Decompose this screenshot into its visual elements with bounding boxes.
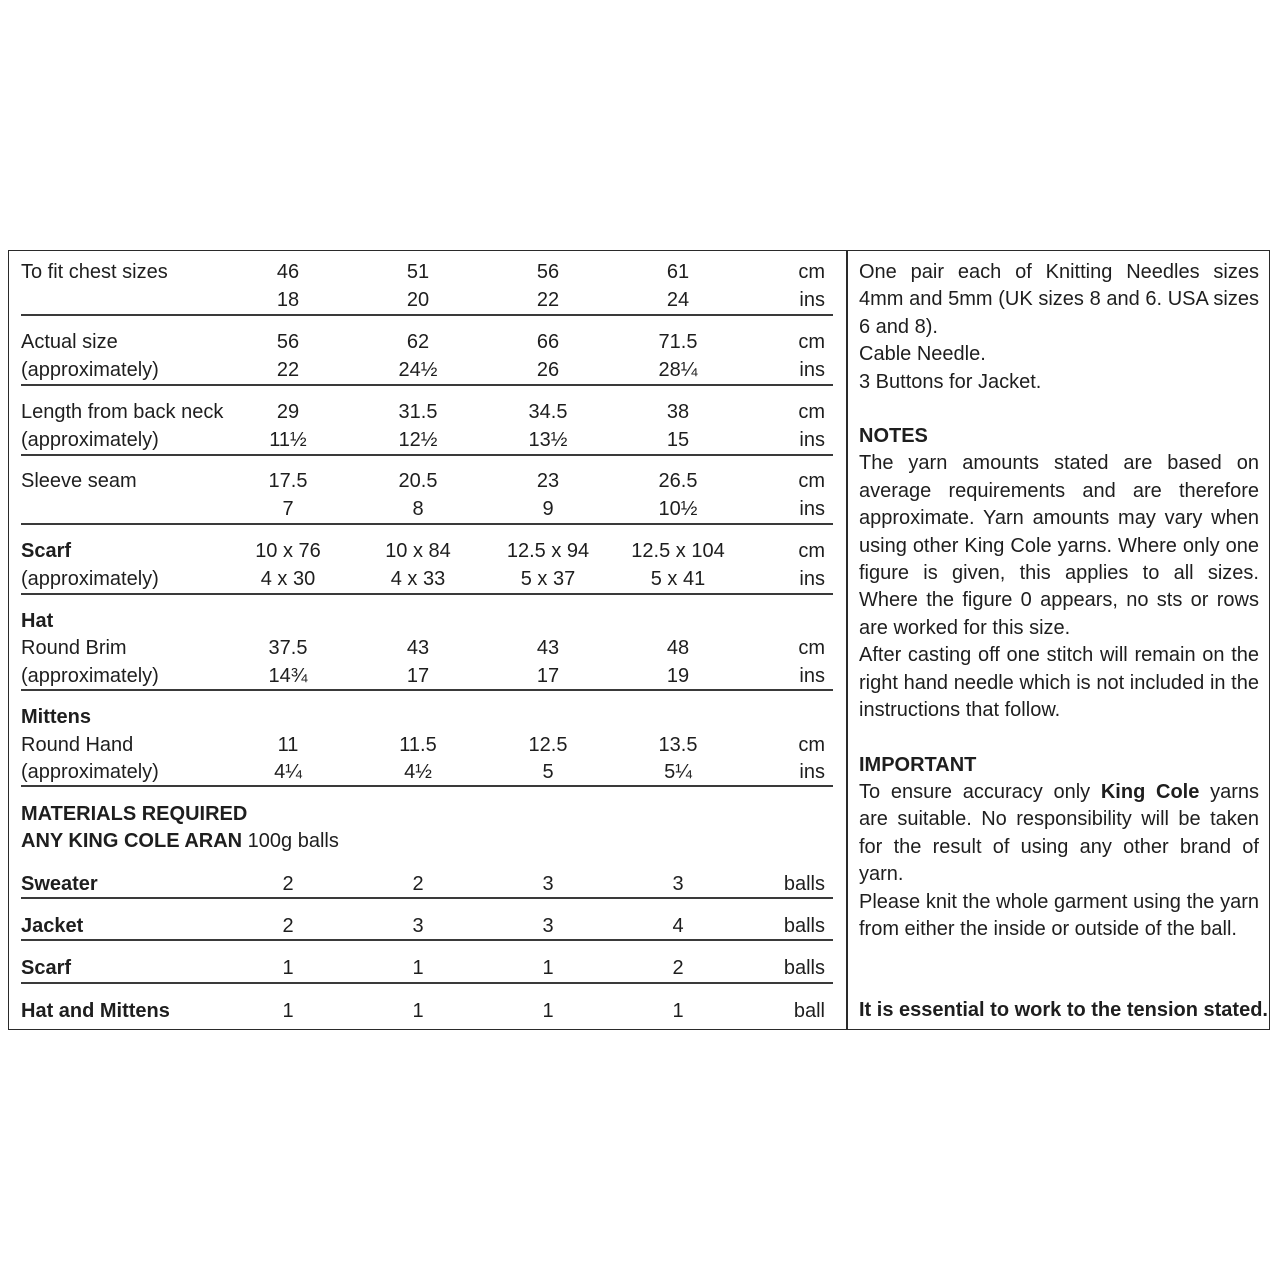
cm-value: 56 xyxy=(536,261,560,283)
row-divider xyxy=(21,384,833,386)
unit-cm: cm xyxy=(798,470,825,492)
ins-value: 24 xyxy=(666,289,690,311)
garment-label: Sweater xyxy=(21,873,98,895)
unit-balls: balls xyxy=(783,957,825,979)
row-divider xyxy=(21,314,833,316)
cm-value: 37.5 xyxy=(268,637,308,659)
cm-value: 26.5 xyxy=(658,470,698,492)
cm-value: 34.5 xyxy=(528,401,568,423)
garment-label: Scarf xyxy=(21,957,72,979)
row-divider xyxy=(21,897,833,899)
cm-value: 43 xyxy=(406,637,430,659)
cm-value: 43 xyxy=(536,637,560,659)
ins-value: 24½ xyxy=(398,359,438,381)
ball-count: 1 xyxy=(412,957,424,979)
cm-value: 61 xyxy=(666,261,690,283)
ball-count: 1 xyxy=(542,957,554,979)
ball-count: 2 xyxy=(412,873,424,895)
column-divider xyxy=(846,250,848,1030)
cm-value: 66 xyxy=(536,331,560,353)
unit-cm: cm xyxy=(798,261,825,283)
cable-needle-text: Cable Needle. xyxy=(859,343,986,366)
row-sublabel: (approximately) xyxy=(21,568,159,590)
ins-value: 17 xyxy=(536,665,560,687)
ins-value: 19 xyxy=(666,665,690,687)
cm-value: 29 xyxy=(276,401,300,423)
notes-heading: NOTES xyxy=(859,425,928,448)
ball-count: 1 xyxy=(282,1000,294,1022)
row-label: Scarf xyxy=(21,540,72,562)
row-label: Round Brim xyxy=(21,637,127,659)
ins-value: 4½ xyxy=(404,761,432,783)
unit-balls: balls xyxy=(783,873,825,895)
ins-value: 4¼ xyxy=(274,761,302,783)
ins-value: 22 xyxy=(536,289,560,311)
mittens-heading: Mittens xyxy=(21,706,91,728)
row-label: Round Hand xyxy=(21,734,134,756)
needles-text: One pair each of Knitting Needles sizes 4mm and 5mm (UK sizes 8 and 6. USA sizes 6 and 8). xyxy=(859,261,1259,338)
ins-value: 17 xyxy=(406,665,430,687)
tension-note: It is essential to work to the tension stated. xyxy=(859,999,1268,1021)
brand-name: King Cole xyxy=(1100,780,1200,803)
ball-count: 1 xyxy=(412,1000,424,1022)
ins-value: 28¼ xyxy=(658,359,698,381)
ins-value: 15 xyxy=(666,429,690,451)
row-divider xyxy=(21,689,833,691)
ball-count: 2 xyxy=(282,873,294,895)
unit-cm: cm xyxy=(798,734,825,756)
unit-ins: ins xyxy=(799,761,825,783)
ball-count: 3 xyxy=(542,915,554,937)
cm-value: 31.5 xyxy=(398,401,438,423)
garment-label: Jacket xyxy=(21,915,84,937)
cm-value: 71.5 xyxy=(658,331,698,353)
buttons-text: 3 Buttons for Jacket. xyxy=(859,370,1042,393)
ins-value: 22 xyxy=(276,359,300,381)
ins-value: 9 xyxy=(542,498,554,520)
cm-value: 12.5 xyxy=(528,734,568,756)
cm-value: 20.5 xyxy=(398,470,438,492)
row-divider xyxy=(21,523,833,525)
cm-value: 11 xyxy=(277,734,299,756)
ins-value: 14¾ xyxy=(268,665,308,687)
unit-cm: cm xyxy=(798,331,825,353)
ins-value: 5 x 37 xyxy=(520,568,576,590)
ins-value: 5¼ xyxy=(664,761,692,783)
yarn-name: ANY KING COLE ARAN xyxy=(21,830,243,852)
row-label: To fit chest sizes xyxy=(21,261,168,283)
unit-ins: ins xyxy=(799,429,825,451)
ins-value: 4 x 30 xyxy=(260,568,316,590)
row-sublabel: (approximately) xyxy=(21,761,159,783)
ins-value: 8 xyxy=(412,498,424,520)
materials-heading: MATERIALS REQUIRED xyxy=(21,803,248,825)
ins-value: 7 xyxy=(282,498,294,520)
row-divider xyxy=(21,982,833,984)
unit-ins: ins xyxy=(799,359,825,381)
ball-count: 3 xyxy=(542,873,554,895)
unit-cm: cm xyxy=(798,540,825,562)
ins-value: 12½ xyxy=(398,429,438,451)
unit-ins: ins xyxy=(799,568,825,590)
cm-value: 13.5 xyxy=(658,734,698,756)
row-divider xyxy=(21,454,833,456)
ball-count: 1 xyxy=(542,1000,554,1022)
ins-value: 18 xyxy=(276,289,300,311)
cm-value: 12.5 x 104 xyxy=(631,540,725,562)
ins-value: 4 x 33 xyxy=(390,568,446,590)
ball-count: 1 xyxy=(672,1000,684,1022)
row-label: Actual size xyxy=(21,331,118,353)
ball-count: 1 xyxy=(282,957,294,979)
notes-paragraph-2: After casting off one stitch will remain on the right hand needle which is not included in the instructions that follow. xyxy=(859,644,1259,722)
row-sublabel: (approximately) xyxy=(21,359,159,381)
unit-ins: ins xyxy=(799,665,825,687)
cm-value: 10 x 84 xyxy=(385,540,451,562)
unit-balls: balls xyxy=(783,915,825,937)
important-heading: IMPORTANT xyxy=(859,753,977,776)
row-label: Length from back neck xyxy=(21,401,224,423)
unit-cm: cm xyxy=(798,637,825,659)
row-divider xyxy=(21,785,833,787)
cm-value: 11.5 xyxy=(399,734,437,756)
ins-value: 20 xyxy=(406,289,430,311)
ball-count: 2 xyxy=(672,957,684,979)
ins-value: 5 xyxy=(542,761,554,783)
cm-value: 48 xyxy=(666,637,690,659)
row-sublabel: (approximately) xyxy=(21,429,159,451)
cm-value: 38 xyxy=(666,401,690,423)
unit-ins: ins xyxy=(799,498,825,520)
important-paragraph-2: Please knit the whole garment using the yarn from either the inside or outside of the ball. xyxy=(859,890,1259,940)
hat-heading: Hat xyxy=(21,610,54,632)
unit-balls: ball xyxy=(793,1000,825,1022)
row-divider xyxy=(21,593,833,595)
row-sublabel: (approximately) xyxy=(21,665,159,687)
cm-value: 17.5 xyxy=(268,470,308,492)
row-label: Sleeve seam xyxy=(21,470,137,492)
notes-paragraph-1: The yarn amounts stated are based on average requirements and are therefore approximate. Yarn amounts may vary when using other King Cole yarns. Where only one figure is given, this applies to all sizes. Where the figure 0 appears, no sts or rows are worked for this size. xyxy=(859,452,1259,639)
cm-value: 51 xyxy=(406,261,430,283)
ball-count: 4 xyxy=(672,915,684,937)
ins-value: 26 xyxy=(536,359,560,381)
cm-value: 23 xyxy=(536,470,560,492)
cm-value: 62 xyxy=(406,331,430,353)
notes-column xyxy=(859,259,1259,943)
important-paragraph-1: To ensure accuracy only King Cole yarns are suitable. No responsibility will be taken for the result of using any other brand of yarn. xyxy=(859,780,1259,886)
ball-count: 3 xyxy=(672,873,684,895)
ins-value: 13½ xyxy=(528,429,568,451)
ins-value: 10½ xyxy=(658,498,698,520)
ball-count: 3 xyxy=(412,915,424,937)
garment-label: Hat and Mittens xyxy=(21,1000,170,1022)
yarn-description: ANY KING COLE ARAN 100g balls xyxy=(21,830,339,852)
unit-ins: ins xyxy=(799,289,825,311)
cm-value: 46 xyxy=(276,261,300,283)
ins-value: 11½ xyxy=(269,429,307,451)
unit-cm: cm xyxy=(798,401,825,423)
cm-value: 56 xyxy=(276,331,300,353)
ins-value: 5 x 41 xyxy=(650,568,706,590)
cm-value: 12.5 x 94 xyxy=(506,540,590,562)
ball-count: 2 xyxy=(282,915,294,937)
row-divider xyxy=(21,939,833,941)
cm-value: 10 x 76 xyxy=(255,540,321,562)
